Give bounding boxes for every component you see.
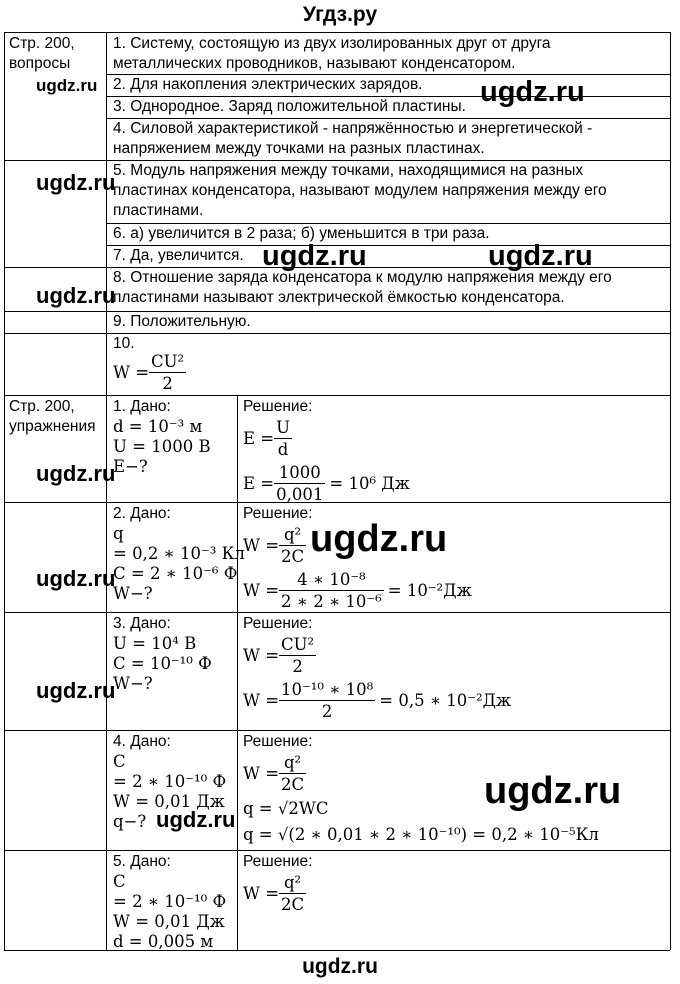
- ex3-solution: [243, 614, 515, 722]
- answer-1: 1. Систему, состоящую из двух изолированных друг от друга металлических проводников, называют конденсатором.: [113, 35, 551, 72]
- questions-section-label: вопросы: [9, 55, 71, 72]
- ex5-eq1: W = $\frac{\text{q²}}{2C}$: [243, 873, 305, 914]
- watermark: ugdz.ru: [310, 518, 448, 560]
- ex3-given-title: 3. Дано:: [113, 615, 171, 632]
- answer-8: 8. Отношение заряда конденсатора к модулю напряжения между его пластинами называют электрической ёмкостью конденсатора.: [113, 269, 612, 306]
- watermark: ugdz.ru: [488, 240, 593, 272]
- ex3-given: [113, 614, 212, 694]
- ex2-eq2: W = $\frac{\text{4 ∗ 10⁻⁸}}{\text{2 ∗ 2 ∗ 10⁻⁶}}$ = 10⁻²Дж: [243, 570, 472, 611]
- ex2-given-line: C = 2 ∗ 10⁻⁶ Ф: [113, 564, 238, 583]
- answer-10: 10.: [113, 335, 135, 352]
- ex2-solution-label: Решение:: [243, 505, 313, 522]
- ex1-given-line: U = 1000 В: [113, 437, 211, 456]
- ex5-solution-label: Решение:: [243, 853, 313, 870]
- ex4-given-line: q−?: [113, 812, 147, 831]
- questions-page-label: Стр. 200,: [9, 35, 75, 52]
- answer-5: 5. Модуль напряжения между точками, находящимися на разных пластинах конденсатора, называют модулем напряжения между его пластинами.: [113, 162, 607, 219]
- ex5-given-line: = 2 ∗ 10⁻¹⁰ Ф: [113, 892, 227, 911]
- ex1-eq2: E = $\frac{1000}{0,001}$ = 10⁶ Дж: [243, 463, 410, 504]
- answer-10-formula: W = $\frac{\text{CU²}}{2}$: [113, 352, 185, 393]
- ex1-solution-label: Решение:: [243, 398, 313, 415]
- ex3-given-line: U = 10⁴ В: [113, 634, 197, 653]
- answer-6: 6. а) увеличится в 2 раза; б) уменьшится в три раза.: [113, 225, 490, 242]
- answer-9: 9. Положительную.: [113, 313, 251, 330]
- ex5-given: [113, 852, 226, 952]
- ex2-given-line: q: [113, 524, 124, 543]
- watermark: ugdz.ru: [36, 283, 116, 308]
- watermark: ugdz.ru: [36, 566, 116, 591]
- ex5-given-line: C: [113, 872, 126, 891]
- ex4-eq1: W = $\frac{\text{q²}}{2C}$: [243, 753, 305, 794]
- ex2-given-line: = 0,2 ∗ 10⁻³ Кл: [113, 544, 245, 563]
- ex3-solution-label: Решение:: [243, 615, 313, 632]
- ex1-given-line: d = 10⁻³ м: [113, 417, 203, 436]
- ex4-given-line: W = 0,01 Дж: [113, 792, 225, 811]
- watermark: ugdz.ru: [36, 678, 116, 703]
- watermark: ugdz.ru: [484, 770, 622, 812]
- answer-7: 7. Да, увеличится.: [113, 247, 244, 264]
- ex5-given-line: W = 0,01 Дж: [113, 912, 225, 931]
- ex3-given-line: W−?: [113, 674, 153, 693]
- ex5-solution: [243, 852, 312, 915]
- ex4-solution-label: Решение:: [243, 733, 313, 750]
- exercises-section-label: упражнения: [9, 418, 96, 435]
- ex4-eq2: q = √2WC: [243, 799, 329, 818]
- watermark: ugdz.ru: [36, 76, 98, 95]
- ex5-given-line: d = 0,005 м: [113, 932, 214, 951]
- ex1-given-title: 1. Дано:: [113, 398, 171, 415]
- ex1-eq1: E = $\frac{U}{d}$: [243, 418, 291, 459]
- ex5-given-title: 5. Дано:: [113, 853, 171, 870]
- ex1-solution: [243, 397, 414, 505]
- ex4-given-title: 4. Дано:: [113, 733, 171, 750]
- ex2-given-title: 2. Дано:: [113, 505, 171, 522]
- watermark: ugdz.ru: [262, 240, 367, 272]
- watermark: ugdz.ru: [36, 461, 116, 486]
- ex3-eq1: W = $\frac{\text{CU²}}{2}$: [243, 635, 315, 676]
- answer-4: 4. Силовой характеристикой - напряжённостью и энергетической - напряжением между точками на разных пластинах.: [113, 120, 593, 157]
- footer-site-name: ugdz.ru: [302, 955, 378, 978]
- answer-3: 3. Однородное. Заряд положительной пластины.: [113, 98, 466, 115]
- ex2-given: [113, 504, 245, 604]
- ex4-given-line: = 2 ∗ 10⁻¹⁰ Ф: [113, 772, 227, 791]
- site-title: Угдз.ру: [302, 3, 378, 26]
- ex4-eq3: q = √(2 ∗ 0,01 ∗ 2 ∗ 10⁻¹⁰) = 0,2 ∗ 10⁻⁵Кл: [243, 825, 599, 844]
- ex1-given: [113, 397, 211, 477]
- answer-2: 2. Для накопления электрических зарядов.: [113, 76, 423, 93]
- watermark: ugdz.ru: [156, 807, 236, 832]
- ex4-given-line: C: [113, 752, 126, 771]
- ex3-eq2: W = $\frac{\text{10⁻¹⁰ ∗ 10⁸}}{2}$ = 0,5 ∗ 10⁻²Дж: [243, 680, 512, 721]
- ex2-given-line: W−?: [113, 584, 153, 603]
- ex3-given-line: C = 10⁻¹⁰ Ф: [113, 654, 212, 673]
- ex1-given-line: E−?: [113, 457, 148, 476]
- exercises-page-label: Стр. 200,: [9, 398, 75, 415]
- ex2-eq1: W = $\frac{\text{q²}}{2C}$: [243, 525, 305, 566]
- watermark: ugdz.ru: [480, 76, 585, 108]
- watermark: ugdz.ru: [36, 170, 116, 195]
